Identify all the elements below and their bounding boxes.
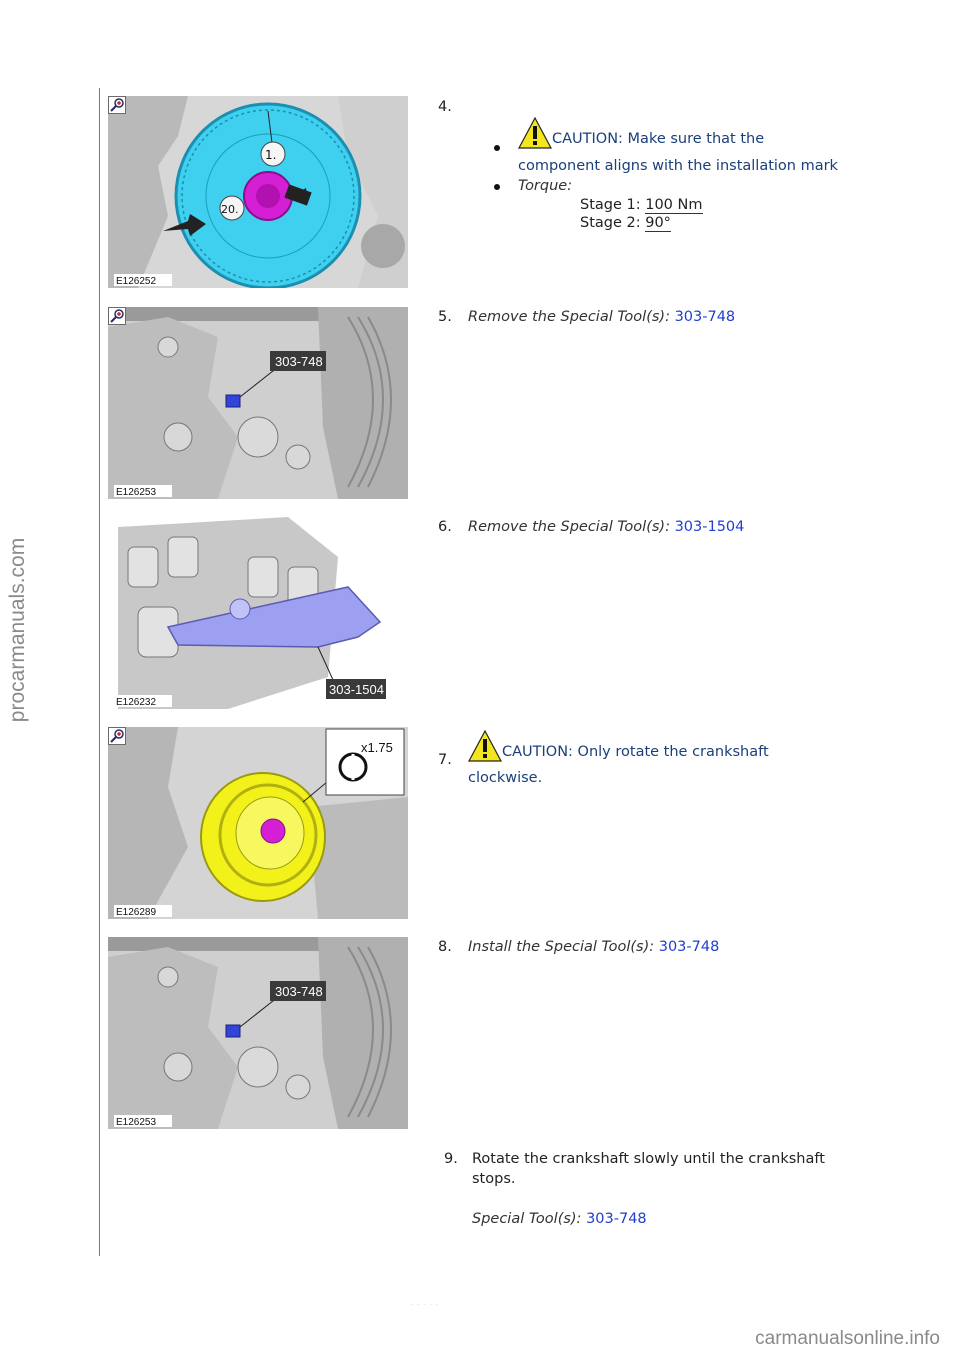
callout-label: 303-748 xyxy=(275,984,323,999)
callout-label: 20. xyxy=(221,203,239,216)
figure-id: E126252 xyxy=(116,276,157,287)
stage-1-value: 100 Nm xyxy=(645,197,703,213)
special-tool-link[interactable]: 303-1504 xyxy=(674,519,745,535)
special-tool-link[interactable]: 303-748 xyxy=(674,309,736,325)
caution-notice xyxy=(468,730,888,762)
footer-watermark: carmanualsonline.info xyxy=(755,1328,940,1349)
figure-id: E126289 xyxy=(116,907,157,918)
zoom-icon[interactable] xyxy=(108,96,126,114)
step-number: 6. xyxy=(438,519,452,535)
side-watermark-text: procarmanuals.com xyxy=(6,537,29,723)
stage-2-label: Stage 2: xyxy=(580,215,646,231)
caution-text: CAUTION: Make sure that the xyxy=(552,131,765,147)
stage-1-label: Stage 1: xyxy=(580,197,646,213)
figure-id: E126253 xyxy=(116,1117,157,1128)
bullet-icon xyxy=(494,145,500,151)
special-tool-link[interactable]: 303-748 xyxy=(586,1211,647,1227)
callout-label: 303-748 xyxy=(275,354,323,369)
zoom-icon[interactable] xyxy=(108,727,126,745)
warning-icon xyxy=(518,117,552,149)
callout-label: x1.75 xyxy=(361,740,393,755)
torque-label: Torque: xyxy=(518,178,573,194)
instruction-text: Rotate the crankshaft slowly until the crankshaft xyxy=(472,1151,825,1167)
step-number: 9. xyxy=(444,1151,458,1167)
stage-2-value: 90° xyxy=(645,215,671,231)
figure-step-4[interactable] xyxy=(108,96,408,288)
side-watermark xyxy=(2,500,34,760)
caution-notice xyxy=(518,117,898,149)
zoom-icon[interactable] xyxy=(108,307,126,325)
section-rule xyxy=(99,88,100,1256)
instruction-text: Remove the Special Tool(s): xyxy=(468,519,675,535)
figure-id: E126232 xyxy=(116,697,157,708)
special-tool-label: Special Tool(s): xyxy=(472,1211,587,1227)
figure-step-7[interactable] xyxy=(108,727,408,919)
page-footer-faint: · · · · · xyxy=(410,1300,439,1311)
step-number: 4. xyxy=(438,99,452,115)
figure-step-5[interactable] xyxy=(108,307,408,499)
warning-icon xyxy=(468,730,502,762)
caution-text-line2: component aligns with the installation mark xyxy=(518,158,838,174)
bullet-icon xyxy=(494,184,500,190)
special-tool-link[interactable]: 303-748 xyxy=(658,939,720,955)
figure-step-8[interactable] xyxy=(108,937,408,1129)
callout-label: 303-1504 xyxy=(329,682,384,697)
instruction-text: Install the Special Tool(s): xyxy=(468,939,659,955)
figure-step-6[interactable] xyxy=(108,517,408,709)
instruction-text-line2: stops. xyxy=(472,1171,516,1187)
callout-label: 1. xyxy=(265,148,277,162)
figure-id: E126253 xyxy=(116,487,157,498)
torque-stage-2 xyxy=(580,213,671,233)
caution-text-line2: clockwise. xyxy=(468,770,543,786)
torque-stage-1 xyxy=(580,195,703,215)
step-number: 7. xyxy=(438,752,452,768)
instruction-text: Remove the Special Tool(s): xyxy=(468,309,675,325)
step-number: 8. xyxy=(438,939,452,955)
caution-text: CAUTION: Only rotate the crankshaft xyxy=(502,744,769,760)
step-number: 5. xyxy=(438,309,452,325)
